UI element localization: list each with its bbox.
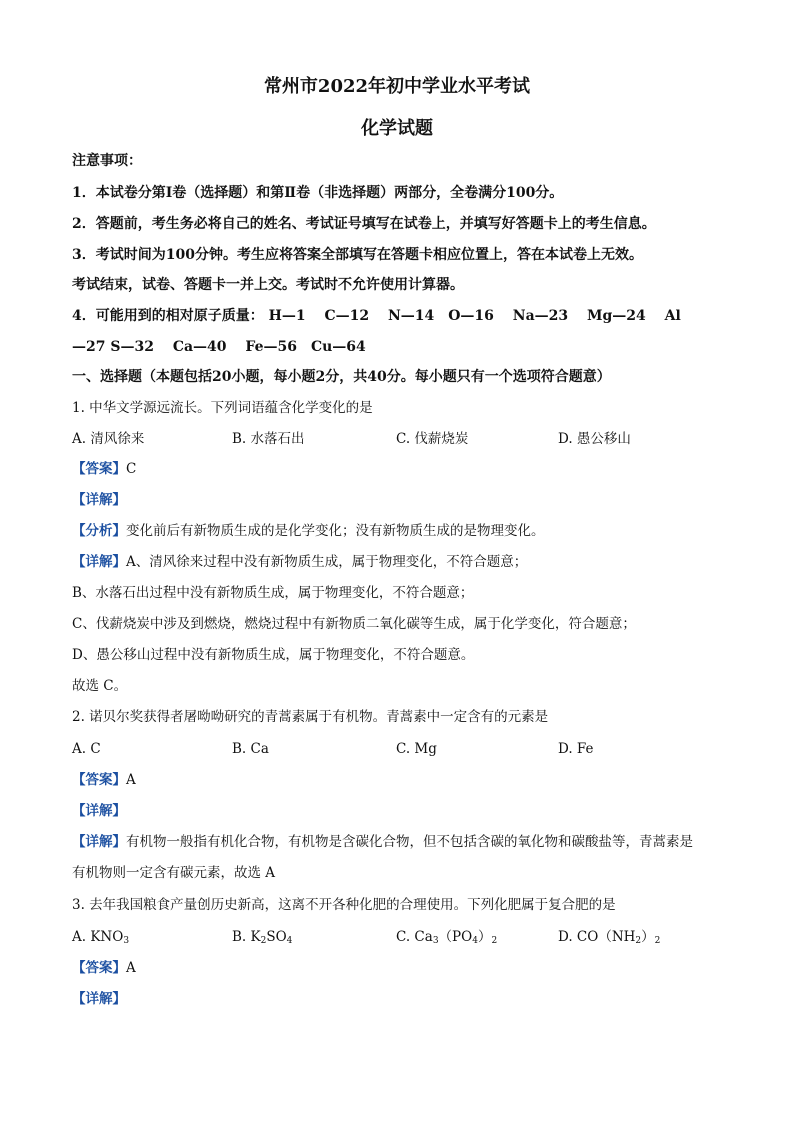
q3-b-mid: SO bbox=[266, 929, 287, 945]
notes-heading: 注意事项： bbox=[72, 153, 142, 169]
q3-c-text: C. Ca bbox=[396, 929, 433, 945]
note-3a: 3．考试时间为100分钟。考生应将答案全部填写在答题卡相应位置上，答在本试卷上无效。 bbox=[72, 247, 643, 263]
analysis-tag: 【分析】 bbox=[72, 523, 126, 539]
answer-tag: 【答案】 bbox=[72, 960, 126, 976]
q3-c-sub1: 3 bbox=[432, 936, 439, 946]
q3-stem: 3. 去年我国粮食产量创历史新高，这离不开各种化肥的合理使用。下列化肥属于复合肥的是 bbox=[72, 897, 616, 913]
q1-analysis-text: 变化前后有新物质生成的是化学变化；没有新物质生成的是物理变化。 bbox=[126, 523, 545, 539]
q1-stem: 1. 中华文学源远流长。下列词语蕴含化学变化的是 bbox=[72, 400, 373, 416]
q3-option-d bbox=[558, 928, 660, 950]
answer-tag: 【答案】 bbox=[72, 461, 126, 477]
q3-option-a bbox=[72, 928, 129, 950]
q1-detail-3: C、伐薪烧炭中涉及到燃烧，燃烧过程中有新物质二氧化碳等生成，属于化学变化，符合题意； bbox=[72, 616, 636, 632]
answer-tag: 【答案】 bbox=[72, 772, 126, 788]
q3-b-sub2: 4 bbox=[286, 936, 293, 946]
q3-a-sub: 3 bbox=[123, 936, 130, 946]
q1-option-d: D. 愚公移山 bbox=[558, 431, 631, 447]
q3-option-c bbox=[396, 928, 497, 950]
q2-detail-1 bbox=[72, 833, 722, 851]
q1-detail-1-text: A、清风徐来过程中没有新物质生成，属于物理变化，不符合题意； bbox=[126, 554, 528, 570]
q2-option-b: B. Ca bbox=[232, 741, 269, 757]
note-2: 2．答题前，考生务必将自己的姓名、考试证号填写在试卷上，并填写好答题卡上的考生信息。 bbox=[72, 216, 656, 232]
q1-analysis bbox=[72, 522, 722, 540]
note-1: 1．本试卷分第Ⅰ卷（选择题）和第Ⅱ卷（非选择题）两部分，全卷满分100分。 bbox=[72, 185, 564, 201]
q3-d-sub1: 2 bbox=[635, 936, 642, 946]
q2-detail-2: 有机物则一定含有碳元素，故选 A bbox=[72, 865, 276, 881]
detail-tag: 【详解】 bbox=[72, 554, 126, 570]
q3-option-b bbox=[232, 928, 292, 950]
q1-detail-2: B、水落石出过程中没有新物质生成，属于物理变化，不符合题意； bbox=[72, 585, 474, 601]
detail-tag: 【详解】 bbox=[72, 991, 126, 1007]
detail-tag: 【详解】 bbox=[72, 492, 126, 508]
q3-answer-value: A bbox=[126, 960, 136, 976]
q3-b-sub1: 2 bbox=[260, 936, 267, 946]
q3-answer bbox=[72, 959, 722, 977]
note-4a: 4．可能用到的相对原子质量： H—1 C—12 N—14 O—16 Na—23 Mg—24 Al bbox=[72, 308, 681, 324]
detail-tag: 【详解】 bbox=[72, 834, 126, 850]
q1-answer bbox=[72, 460, 722, 478]
q3-d-text: D. CO（NH bbox=[558, 929, 636, 945]
q1-option-a: A. 清风徐来 bbox=[72, 431, 145, 447]
detail-tag: 【详解】 bbox=[72, 803, 126, 819]
q1-detail-1 bbox=[72, 553, 722, 571]
note-3b: 考试结束，试卷、答题卡一并上交。考试时不允许使用计算器。 bbox=[72, 277, 464, 293]
q2-detail-heading bbox=[72, 802, 722, 820]
q2-stem: 2. 诺贝尔奖获得者屠呦呦研究的青蒿素属于有机物。青蒿素中一定含有的元素是 bbox=[72, 709, 549, 725]
q1-option-b: B. 水落石出 bbox=[232, 431, 305, 447]
q2-option-c: C. Mg bbox=[396, 741, 437, 757]
q1-conclusion: 故选 C。 bbox=[72, 678, 128, 694]
q3-b-text: B. K bbox=[232, 929, 261, 945]
q3-detail-heading bbox=[72, 990, 722, 1008]
q1-detail-heading bbox=[72, 491, 722, 509]
q2-answer bbox=[72, 771, 722, 789]
q3-c-post: ） bbox=[477, 929, 492, 945]
q3-d-sub2: 2 bbox=[654, 936, 661, 946]
q3-c-sub2: 4 bbox=[472, 936, 478, 946]
q1-detail-4: D、愚公移山过程中没有新物质生成，属于物理变化，不符合题意。 bbox=[72, 647, 475, 663]
page-subtitle: 化学试题 bbox=[361, 118, 433, 139]
q2-detail-1-text: 有机物一般指有机化合物，有机物是含碳化合物，但不包括含碳的氧化物和碳酸盐等，青蒿素是 bbox=[126, 834, 693, 850]
q3-a-text: A. KNO bbox=[72, 929, 124, 945]
q1-option-c: C. 伐薪烧炭 bbox=[396, 431, 469, 447]
section-heading: 一、选择题（本题包括20小题，每小题2分，共40分。每小题只有一个选项符合题意） bbox=[72, 369, 611, 385]
q2-option-a: A. C bbox=[72, 741, 101, 757]
q3-d-post: ） bbox=[641, 929, 655, 945]
q2-answer-value: A bbox=[126, 772, 136, 788]
q2-option-d: D. Fe bbox=[558, 741, 594, 757]
note-4b: —27 S—32 Ca—40 Fe—56 Cu—64 bbox=[72, 339, 366, 355]
q3-c-mid: （PO bbox=[438, 929, 473, 945]
q1-answer-value: C bbox=[126, 461, 137, 477]
page-title: 常州市2022年初中学业水平考试 bbox=[263, 76, 531, 97]
q3-c-sub3: 2 bbox=[491, 936, 498, 946]
